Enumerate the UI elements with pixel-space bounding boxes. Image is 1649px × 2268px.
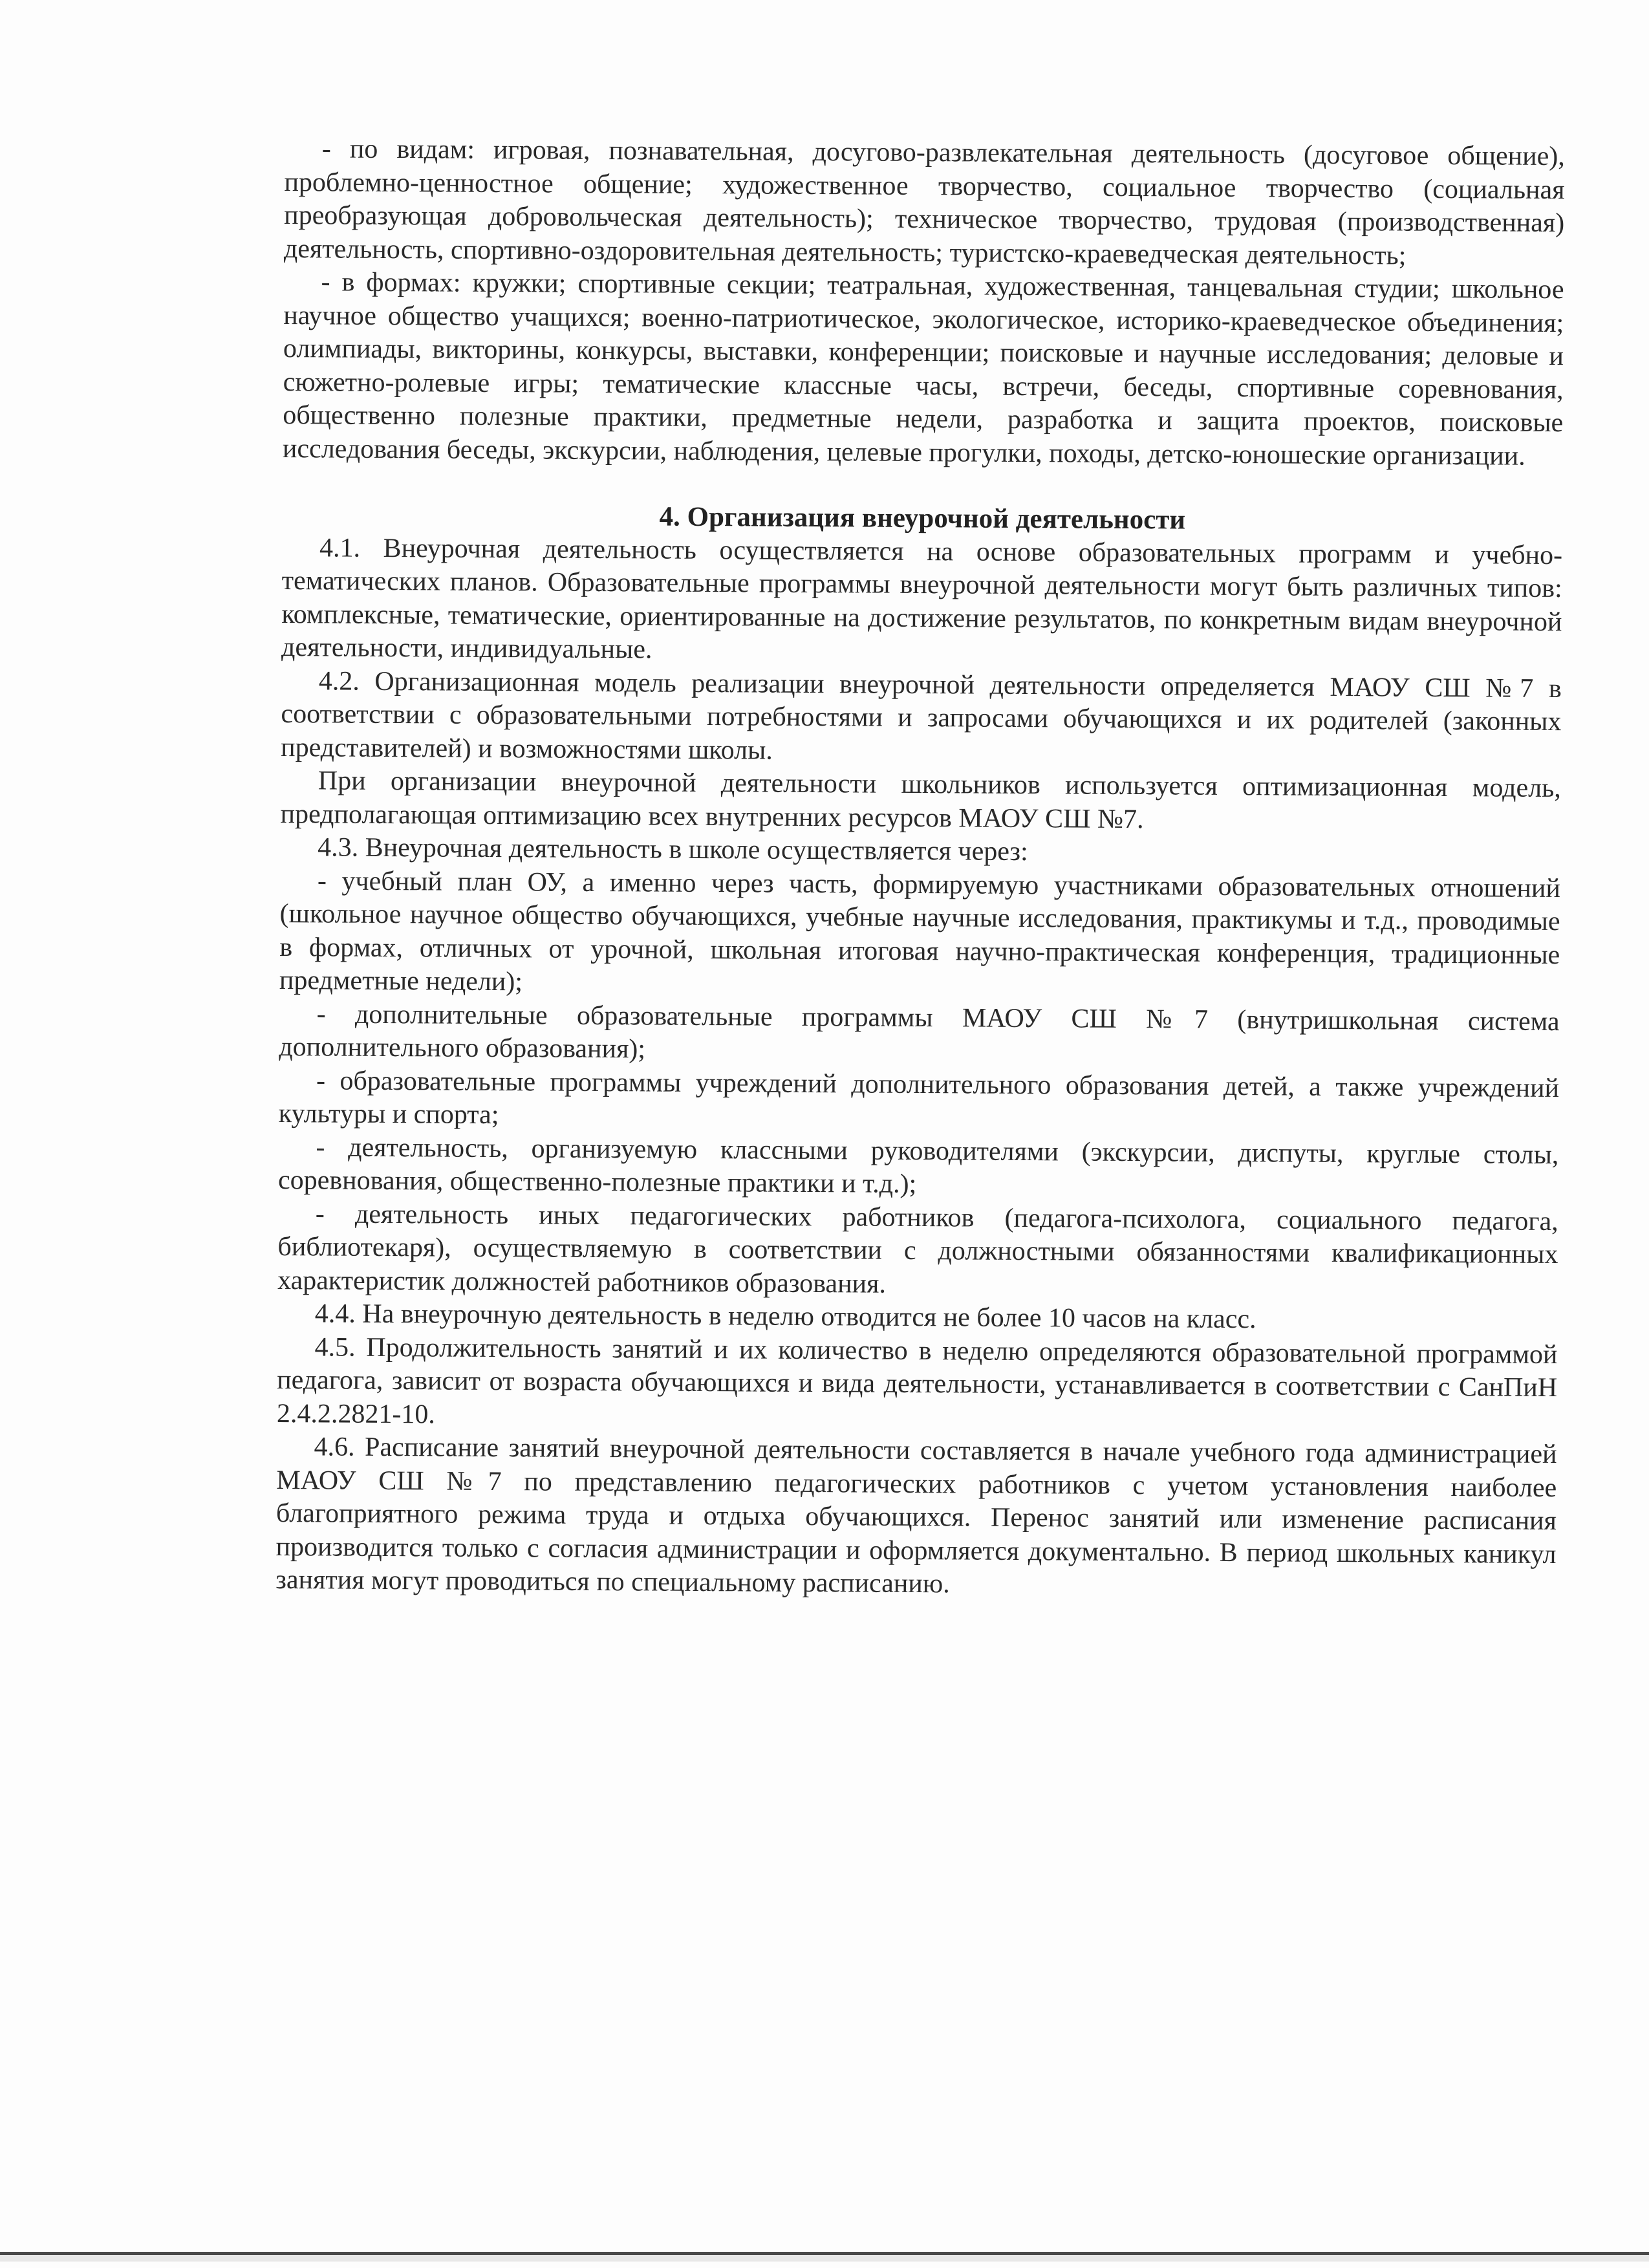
list-item-additional-programs: - дополнительные образовательные программы МАОУ СШ №7 (внутришкольная система дополнительного образования);	[279, 999, 1560, 1064]
list-item-other-staff: - деятельность иных педагогических работников (педагога-психолога, социального педагога, библиотекаря), осуществляемую в соответствии с должностными обязанностями квалификационных характеристик должностей работников образования.	[277, 1198, 1558, 1299]
paragraph-4-2-model: При организации внеурочной деятельности школьников используется оптимизационная модель, предполагающая оптимизацию всех внутренних ресурсов МАОУ СШ №7.	[280, 766, 1561, 834]
paragraph-4-3: 4.3. Внеурочная деятельность в школе осуществляется через:	[318, 832, 1028, 867]
paragraph-4-6: 4.6. Расписание занятий внеурочной деятельности составляется в начале учебного года администрацией МАОУ СШ №7 по представлению педагогических работников с учетом установления наиболее благоприятного режима труда и отдыха обучающихся. Перенос занятий или изменение расписания производится только с согласия администрации и оформляется документально. В период школьных каникул занятия могут проводиться по специальному расписанию.	[275, 1432, 1557, 1599]
activity-forms-paragraph: - в формах: кружки; спортивные секции; театральная, художественная, танцевальная студии; школьное научное общество учащихся; военно-патриотическое, экологическое, историко-краеведческое объединения; олимпиады, викторины, конкурсы, выставки, конференции; поисковые и научные исследования; деловые и сюжетно-ролевые игры; тематические классные часы, встречи, беседы, спортивные соревнования, общественно полезные практики, предметные недели, разработка и защита проектов, поисковые исследования беседы, экскурсии, наблюдения, целевые прогулки, походы, детско-юношеские организации.	[282, 267, 1564, 471]
list-item-curriculum: - учебный план ОУ, а именно через часть, формируемую участниками образовательных отношений (школьное научное общество обучающихся, учебные научные исследования, практикумы и т.д., проводимые в формах, отличных от урочной, школьная итоговая научно-практическая конференция, традиционные предметные недели);	[279, 865, 1561, 997]
list-item-class-teachers: - деятельность, организуемую классными руководителями (экскурсии, диспуты, круглые столы, соревнования, общественно-полезные практики и т.д.);	[277, 1132, 1559, 1199]
paragraph-4-5: 4.5. Продолжительность занятий и их количество в неделю определяются образовательной программой педагога, зависит от возраста обучающихся и вида деятельности, устанавливается в соответствии с СанПиН 2.4.2.2821-10.	[276, 1332, 1558, 1429]
document-body	[275, 133, 1565, 1605]
list-item-external-programs: - образовательные программы учреждений дополнительного образования детей, а также учреждений культуры и спорта;	[278, 1065, 1560, 1130]
paragraph-4-4: 4.4. На внеурочную деятельность в неделю отводится не более 10 часов на класс.	[314, 1299, 1256, 1335]
scan-edge-line	[0, 2252, 1649, 2255]
activity-types-paragraph: - по видам: игровая, познавательная, досугово-развлекательная деятельность (досуговое общение), проблемно-ценностное общение; художественное творчество, социальное творчество (социальная преобразующая добровольческая деятельность); техническое творчество, трудовая (производственная) деятельность, спортивно-оздоровительная деятельность; туристско-краеведческая деятельность;	[283, 134, 1565, 271]
section-heading: 4. Организация внеурочной деятельности	[659, 501, 1186, 535]
paragraph-4-2: 4.2. Организационная модель реализации внеурочной деятельности определяется МАОУ СШ №7 в соответствии с образовательными потребностями и запросами обучающихся и их родителей (законных представителей) и возможностями школы.	[281, 665, 1562, 766]
paragraph-4-1: 4.1. Внеурочная деятельность осуществляется на основе образовательных программ и учебно-тематических планов. Образовательные программы внеурочной деятельности могут быть различных типов: комплексные, тематические, ориентированные на достижение результатов, по конкретным видам внеурочной деятельности, индивидуальные.	[281, 532, 1563, 665]
scan-edge-shadow	[0, 2255, 1649, 2262]
